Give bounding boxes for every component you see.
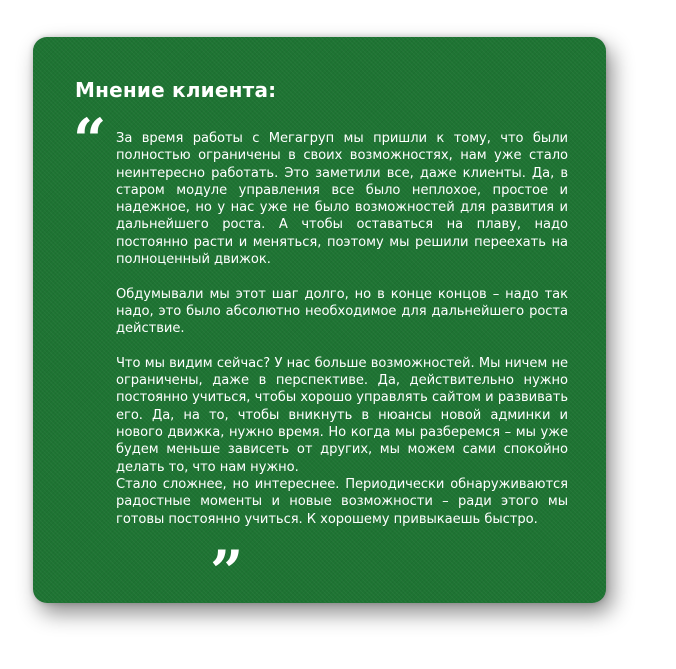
testimonial-card xyxy=(33,37,606,606)
testimonial-title: Мнение клиента: xyxy=(75,78,277,102)
testimonial-paragraph-1: За время работы с Мегагруп мы пришли к тому, что были полностью ограничены в своих возможностях, нам уже стало неинтересно работать. Это заметили все, даже клиенты. Да, в старом модуле управления все было неплохое, простое и надежное, но у нас уже не было возможностей для развития и дальнейшего роста. А чтобы оставаться на плаву, надо постоянно расти и меняться, поэтому мы решили переехать на полноценный движок. xyxy=(116,131,568,268)
open-quote-icon: “ xyxy=(73,106,107,174)
testimonial-text xyxy=(116,130,568,528)
testimonial-paragraph-2: Обдумывали мы этот шаг долго, но в конце концов – надо так надо, это было абсолютно необходимое для дальнейшего роста действие. xyxy=(116,286,568,337)
testimonial-paragraph-4: Стало сложнее, но интереснее. Периодически обнаруживаются радостные моменты и новые возможности – ради этого мы готовы постоянно учиться. К хорошему привыкаешь быстро. xyxy=(116,476,568,527)
testimonial-paragraph-3: Что мы видим сейчас? У нас больше возможностей. Мы ничем не ограничены, даже в перспективе. Да, действительно нужно постоянно учиться, чтобы хорошо управлять сайтом и развивать его. Да, на то, чтобы вникнуть в нюансы новой админки и нового движка, нужно время. Но когда мы разберемся – мы уже будем меньше зависеть от других, мы можем сами спокойно делать то, что нам нужно. xyxy=(116,355,568,475)
close-quote-icon: ” xyxy=(210,538,244,606)
